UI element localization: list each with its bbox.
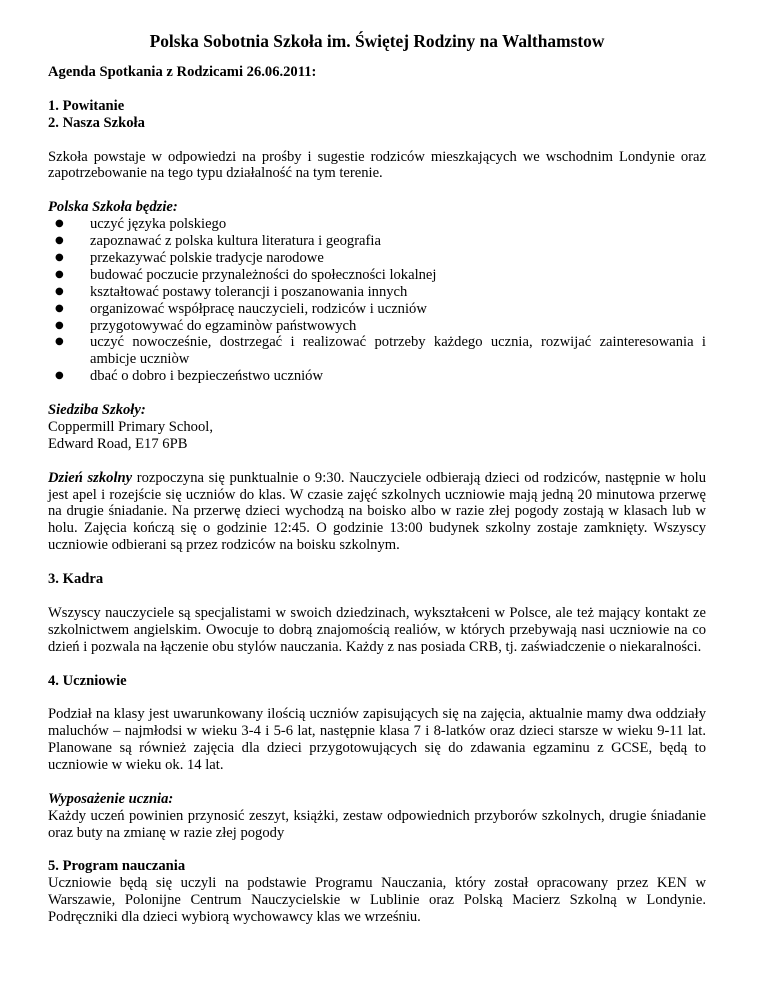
list-item-text: przygotowywać do egzaminòw państwowych (90, 317, 357, 334)
list-item (48, 233, 706, 250)
spacer (48, 81, 706, 98)
bullet-icon: ● (55, 218, 64, 230)
page-title: Polska Sobotnia Szkoła im. Świętej Rodziny na Walthamstow (149, 31, 605, 51)
intro-paragraph: Szkoła powstaje w odpowiedzi na prośby i sugestie rodziców mieszkających we wschodnim Londynie oraz zapotrzebowanie na tego typu działalność na tym terenie. (48, 148, 706, 182)
spacer (48, 182, 706, 199)
list-item (48, 368, 706, 385)
staff-heading: 3. Kadra (48, 571, 104, 588)
list-item (48, 284, 706, 301)
spacer (48, 132, 706, 149)
goals-heading: Polska Szkoła będzie: (48, 199, 178, 216)
list-item (48, 334, 706, 368)
list-item-text: dbać o dobro i bezpieczeństwo uczniów (90, 368, 324, 385)
spacer (48, 453, 706, 470)
students-paragraph: Podział na klasy jest uwarunkowany ilością uczniów zapisujących się na zajęcia, aktualnie mamy dwa oddziały maluchów – najmłodsi w wieku 3-4 i 5-6 lat, następnie klasa 7 i 8-latków oraz dzieci starsze w wieku 9-11 lat. Planowane są również zajęcia dla dzieci przygotowujących się do zdawania egzaminu z GCSE, będą to uczniowie w wieku ok. 14 lat. (48, 706, 706, 774)
bullet-icon: ● (55, 268, 64, 280)
equipment-heading: Wyposażenie ucznia: (48, 790, 174, 807)
staff-paragraph: Wszyscy nauczyciele są specjalistami w swoich dziedzinach, wykształceni w Polsce, ale też mający kontakt ze szkolnictwem angielskim. Owocuje to dobrą znajomością realiów, w których przebywają nasi uczniowie na co dzień i pozwala na łączenie obu stylów nauczania. Każdy z nas posiada CRB, tj. zaświadczenie o niekaralności. (48, 604, 706, 655)
spacer (48, 656, 706, 673)
list-item (48, 318, 706, 335)
bullet-icon: ● (55, 370, 64, 382)
list-item (48, 250, 706, 267)
list-item-text: organizować współpracę nauczycieli, rodziców i uczniów (90, 300, 427, 317)
list-item-text: zapoznawać z polska kultura literatura i geografia (90, 233, 381, 250)
school-day-text: rozpoczyna się punktualnie o 9:30. Nauczyciele odbierają dzieci od rodziców, następnie w holu jest apel i rozejście się uczniów do klas. W czasie zajęć szkolnych uczniowie mają jedną 20 minutowa przerwę na drugie śniadanie. Na przerwę dzieci wychodzą na boisko albo w razie złej pogody zostają w klasach lub w holu. Zajęcia kończą się o godzinie 12:45. O godzinie 13:00 budynek szkolny zostaje zamknięty. Wszyscy uczniowie odbierani są przez rodziców na boisku szkolnym. (48, 469, 706, 554)
school-day-paragraph (48, 470, 706, 555)
curriculum-heading: 5. Program nauczania (48, 858, 186, 875)
list-item-text: uczyć nowocześnie, dostrzegać i realizować potrzeby każdego ucznia, rozwijać zainteresowania i ambicje uczniòw (90, 334, 706, 368)
spacer (48, 385, 706, 402)
seat-address-line-2: Edward Road, E17 6PB (48, 435, 188, 452)
bullet-icon: ● (55, 251, 64, 263)
list-item-text: uczyć języka polskiego (90, 216, 227, 233)
bullet-icon: ● (55, 235, 64, 247)
list-item (48, 216, 706, 233)
students-heading: 4. Uczniowie (48, 672, 127, 689)
agenda-heading: Agenda Spotkania z Rodzicami 26.06.2011: (48, 64, 317, 80)
list-item-text: kształtować postawy tolerancji i poszanowania innych (90, 283, 408, 300)
spacer (48, 774, 706, 791)
spacer (48, 689, 706, 706)
seat-address-line-1: Coppermill Primary School, (48, 418, 213, 435)
equipment-paragraph: Każdy uczeń powinien przynosić zeszyt, książki, zestaw odpowiednich przyborów szkolnych, drugie śniadanie oraz buty na zmianę w razie złej pogody (48, 807, 706, 841)
seat-heading: Siedziba Szkoły: (48, 402, 146, 419)
bullet-icon: ● (55, 319, 64, 331)
school-day-lead: Dzień szkolny (48, 469, 133, 486)
agenda-item-our-school: 2. Nasza Szkoła (48, 114, 145, 131)
curriculum-paragraph: Uczniowie będą się uczyli na podstawie Programu Nauczania, który został opracowany przez KEN w Warszawie, Polonijne Centrum Nauczycielskie w Lublinie oraz Polską Macierz Szkolną w Londynie. Podręczniki dla dzieci wybiorą wychowawcy klas we wrześniu. (48, 875, 706, 926)
goals-list (48, 216, 706, 385)
list-item-text: budować poczucie przynależności do społeczności lokalnej (90, 266, 437, 283)
spacer (48, 588, 706, 605)
list-item-text: przekazywać polskie tradycje narodowe (90, 249, 324, 266)
bullet-icon: ● (55, 336, 64, 348)
list-item (48, 267, 706, 284)
spacer (48, 842, 706, 859)
list-item (48, 301, 706, 318)
bullet-icon: ● (55, 285, 64, 297)
agenda-item-welcome: 1. Powitanie (48, 97, 125, 114)
bullet-icon: ● (55, 302, 64, 314)
spacer (48, 554, 706, 571)
